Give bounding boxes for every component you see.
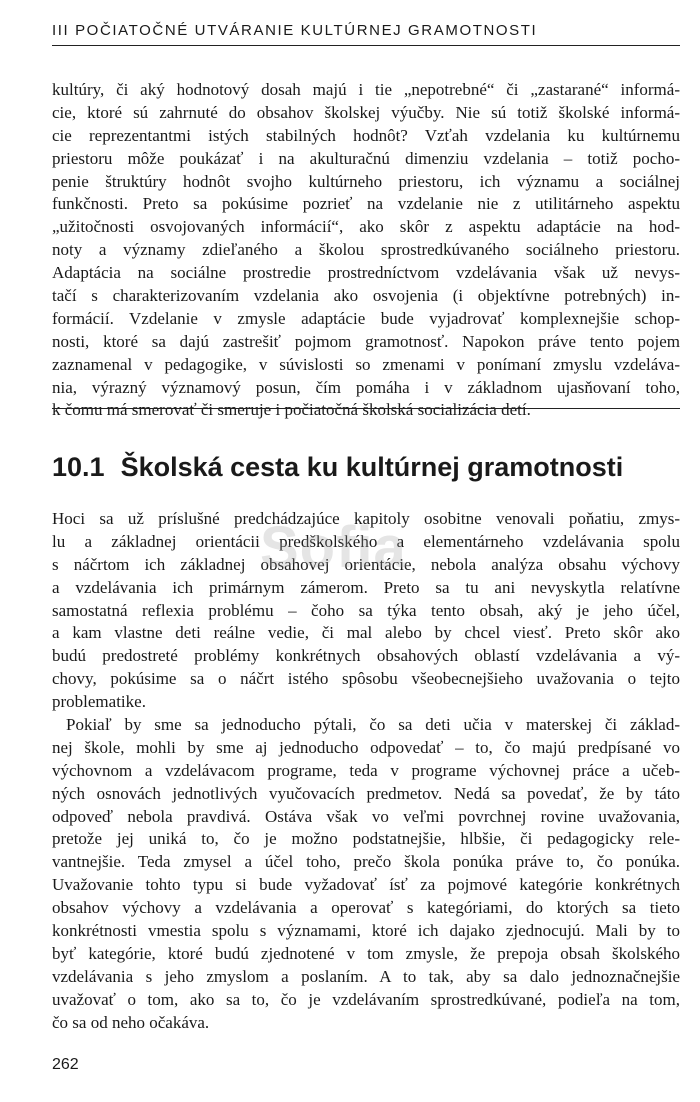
text-line: noty a významy zdieľaného a školou sprostredkúvaného sociálneho priestoru. [52, 240, 680, 260]
text-line: obsahov výchovy a vzdelávania a operovať s kategóriami, do ktorých sa tieto [52, 898, 680, 918]
page-number: 262 [52, 1056, 79, 1073]
text-line: pretože jej uniká to, čo je možno podstatnejšie, hlbšie, či pedagogicky rele- [52, 829, 680, 849]
text-line: byť kategórie, ktoré budú zjednotené v tom zmysle, že prepoja obsah školského [52, 943, 680, 963]
text-line: Adaptácia na sociálne prostredie prostredníctvom vzdelávania však už nevys- [52, 263, 680, 283]
text-line: budú predostreté problémy konkrétnych obsahových oblastí vzdelávania a vý- [52, 646, 680, 666]
text-line: nosti, ktoré sa dajú zastrešiť pojmom gramotnosť. Napokon práve tento pojem [52, 331, 680, 351]
text-line: konkrétnosti vmestia spolu s významami, ktoré ich dajako zjednocujú. Mali by to [52, 921, 680, 941]
text-line: problematike. [52, 692, 146, 712]
text-line: Hoci sa už príslušné predchádzajúce kapitoly osobitne venovali poňatiu, zmys- [52, 509, 680, 528]
text-line: výchovnom a vzdelávacom programe, teda v programe výchovnej práce a učeb- [52, 760, 680, 780]
header-rule [52, 45, 680, 46]
text-line: priestoru môže poukázať i na akulturačnú dimenziu vzdelania – totiž pocho- [52, 148, 680, 168]
text-line: penie štruktúry hodnôt svojho kultúrneho priestoru, ich významu a sociálnej [52, 171, 680, 191]
body-text [52, 508, 680, 1034]
text-line: cie, ktoré sú zahrnuté do obsahov školskej výučby. Nie sú totiž školské informá- [52, 102, 680, 122]
text-line: uvažovať o tom, ako sa to, čo je vzdelávaním sprostredkúvané, podieľa na tom, [52, 989, 680, 1009]
text-line: samostatná reflexia problému – čoho sa týka tento obsah, aký je jeho účel, [52, 600, 680, 620]
text-line: lu a základnej orientácii predškolského a elementárneho vzdelávania spolu [52, 531, 680, 551]
text-line: a kam vlastne deti reálne vedie, či mal alebo by chcel viesť. Preto skôr ako [52, 623, 680, 643]
section-number: 10.1 [52, 452, 105, 482]
watermark: Sofia [260, 515, 407, 580]
text-line: čo sa od neho očakáva. [52, 1012, 210, 1032]
text-line: tačí s charakterizovaním vzdelania ako osvojenia (i objektívne potrebných) in- [52, 286, 680, 306]
text-line: k čomu má smerovať či smeruje i počiatočná školská socializácia detí. [52, 400, 531, 420]
text-line: Pokiaľ by sme sa jednoducho pýtali, čo sa deti učia v materskej či základ- [66, 715, 680, 735]
text-line: a vzdelávania ich primárnym zámerom. Preto sa tu ani nevyskytla relatívne [52, 577, 680, 597]
text-line: odpoveď nebola pravdivá. Ostáva však vo veľmi povrchnej rovine uvažovania, [52, 806, 680, 826]
text-line: s náčrtom ich základnej obsahovej orientácie, nebola analýza obsahu výchovy [52, 554, 680, 574]
text-line: ných osnovách jednotlivých vyučovacích predmetov. Nedá sa povedať, že by táto [52, 783, 680, 803]
section-divider [52, 408, 680, 409]
text-line: chovy, pokúsime sa o náčrt istého spôsobu všeobecnejšieho uvažovania o tejto [52, 669, 680, 689]
text-line: vzdelávania s jeho zmyslom a poslaním. A to tak, aby sa dalo jednoznačnejšie [52, 966, 680, 986]
text-line: Uvažovanie tohto typu si bude vyžadovať ísť za pojmové kategórie konkrétnych [52, 875, 680, 895]
text-line: vantnejšie. Teda zmysel a účel toho, prečo škola ponúka práve to, čo ponúka. [52, 852, 680, 872]
section-title: Školská cesta ku kultúrnej gramotnosti [120, 452, 624, 482]
text-line: nej škole, mohli by sme aj jednoducho odpovedať – to, čo majú predpísané vo [52, 737, 680, 757]
text-line: zaznamenal v pedagogike, v súvislosti so zmenami v ponímaní zmyslu vzdeláva- [52, 354, 680, 374]
section-heading [52, 452, 623, 483]
text-line: funkčnosti. Preto sa pokúsime pozrieť na vzdelanie nie z utilitárneho aspektu [52, 194, 680, 214]
text-line: kultúry, či aký hodnotový dosah majú i tie „nepotrebné“ či „zastarané“ informá- [52, 80, 680, 99]
running-head: III POČIATOČNÉ UTVÁRANIE KULTÚRNEJ GRAMOTNOSTI [52, 22, 538, 39]
intro-paragraph [52, 79, 680, 422]
text-line: „užitočnosti osvojovaných informácií“, ako skôr z aspektu adaptácie na hod- [52, 217, 680, 237]
text-line: nia, výrazný významový posun, čím pomáha i v základnom ujasňovaní toho, [52, 377, 680, 397]
text-line: formácií. Vzdelanie v zmysle adaptácie bude vyjadrovať komplexnejšie schop- [52, 308, 680, 328]
text-line: cie reprezentantmi istých stabilných hodnôt? Vzťah vzdelania ku kultúrnemu [52, 125, 680, 145]
